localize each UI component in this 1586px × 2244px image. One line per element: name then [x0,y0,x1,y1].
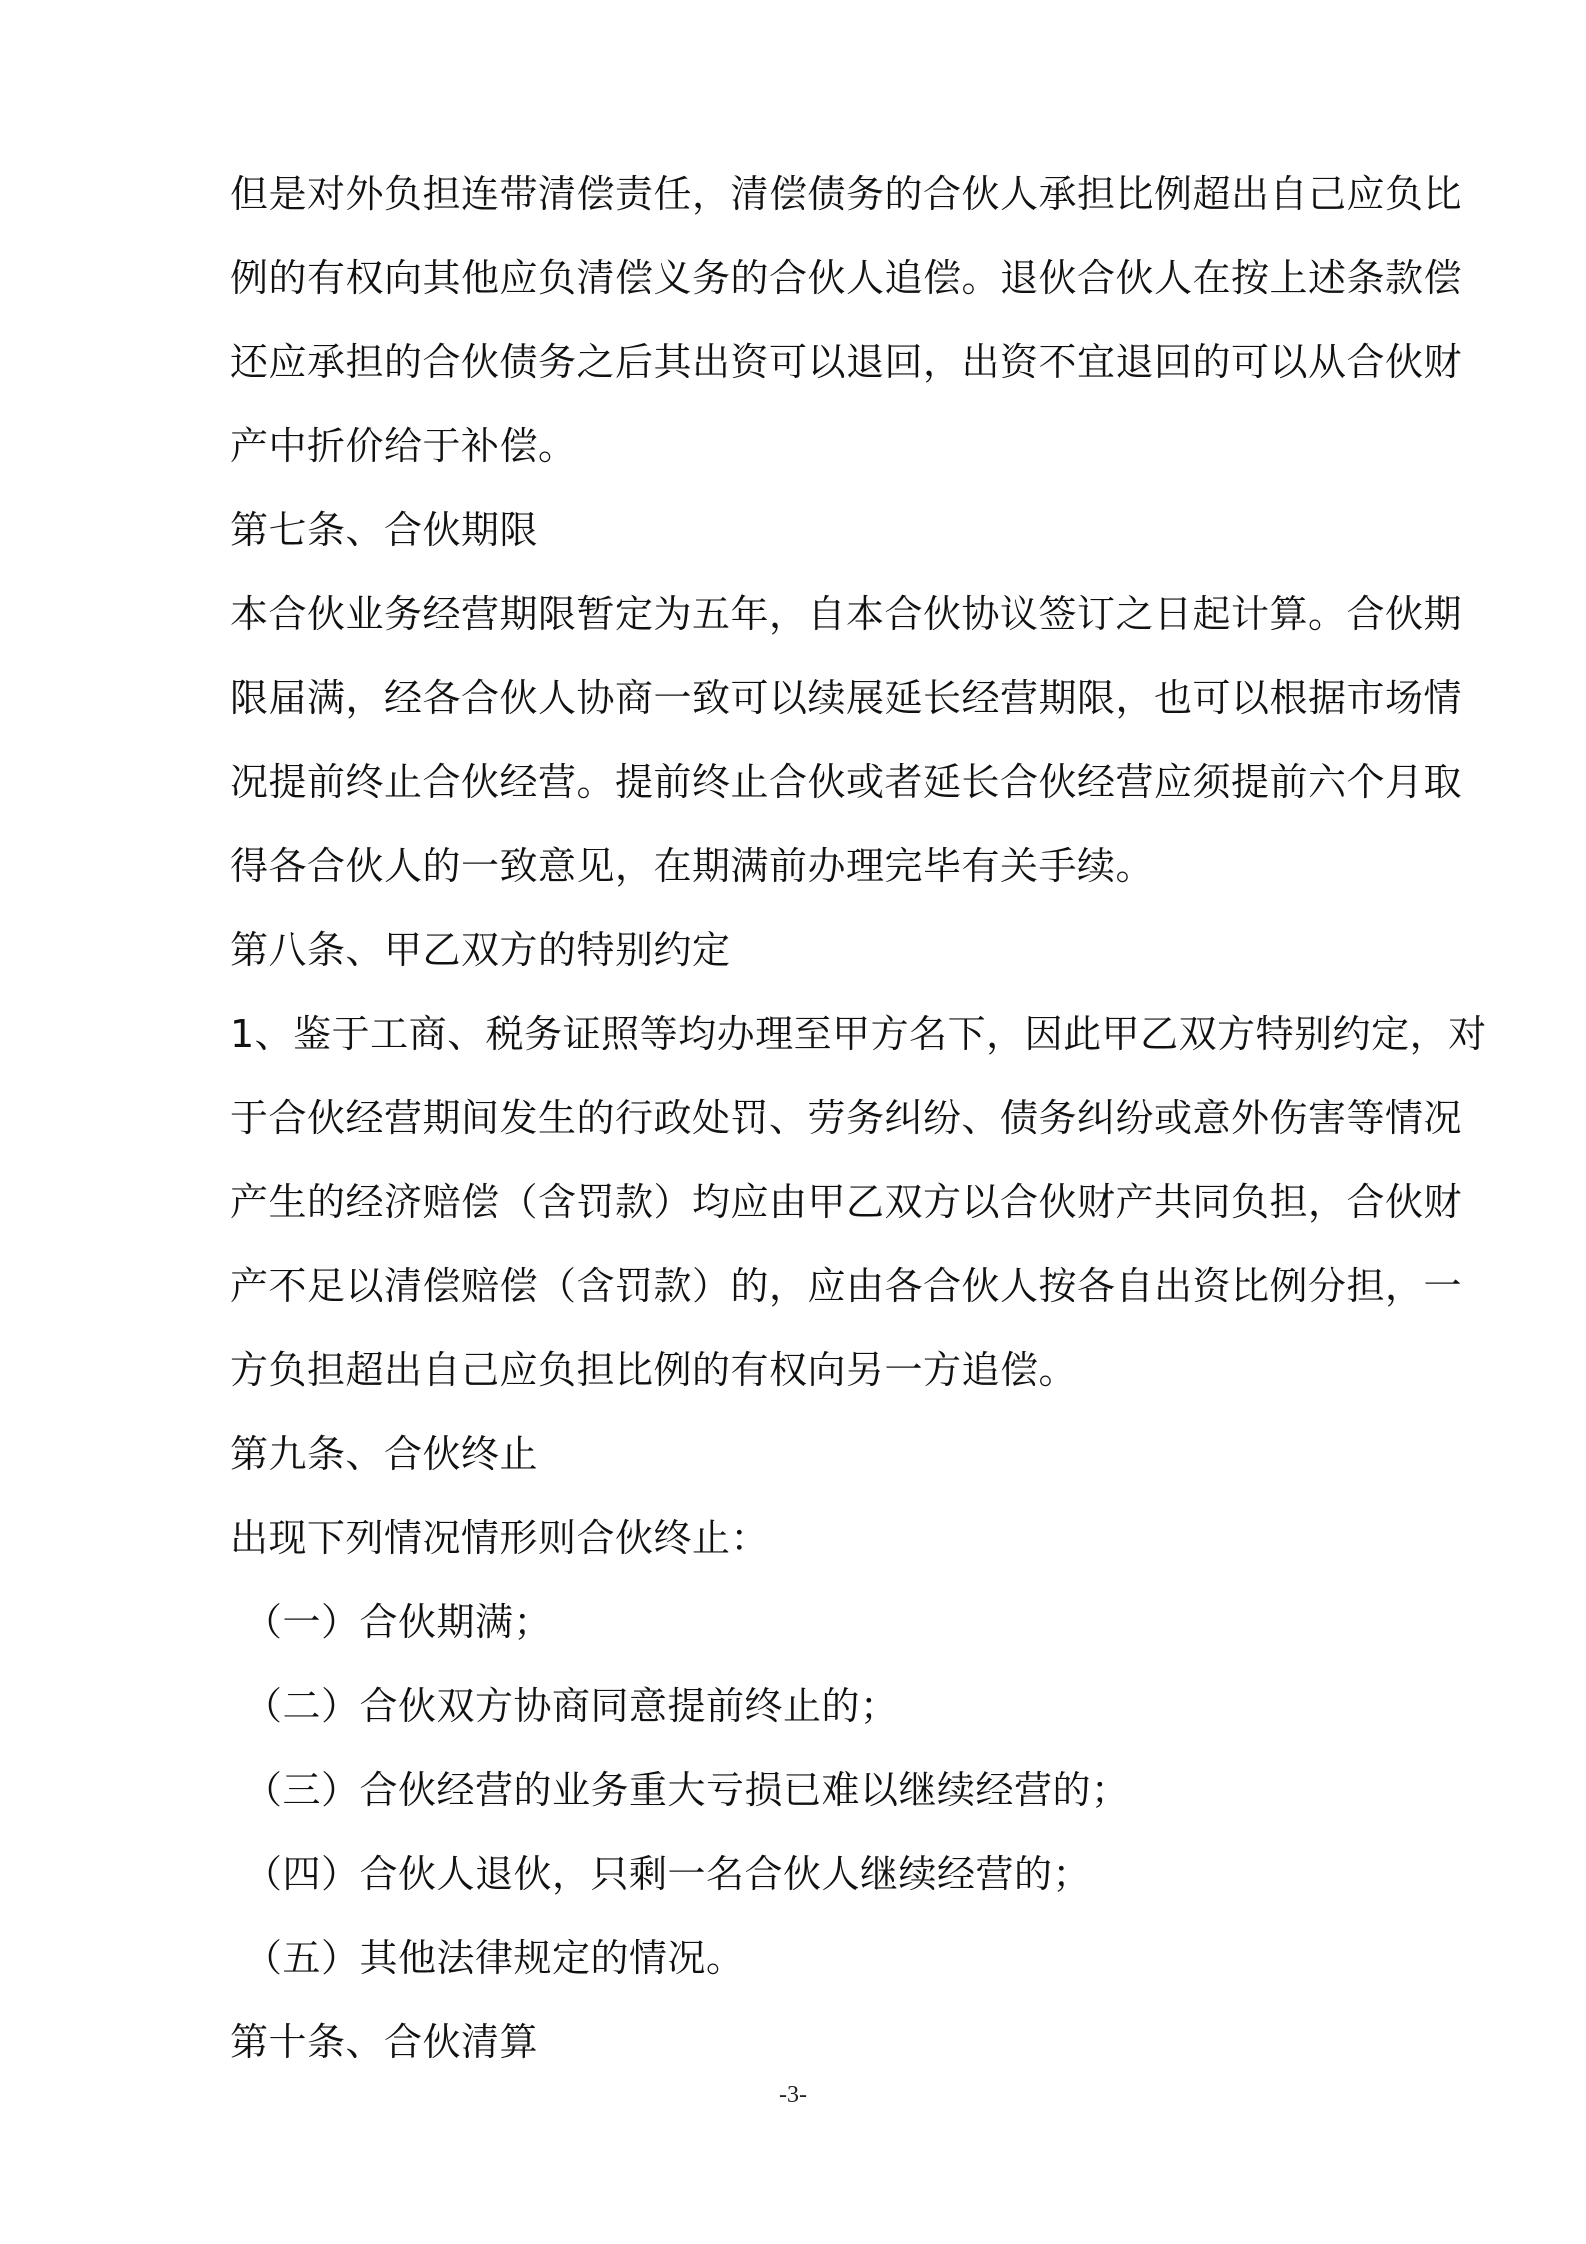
page-number: -3- [779,2082,807,2108]
paragraph-line: 但是对外负担连带清偿责任，清偿债务的合伙人承担比例超出自己应负比 [230,172,1463,216]
paragraph-line: 例的有权向其他应负清偿义务的合伙人追偿。退伙合伙人在按上述条款偿 [230,256,1463,300]
document-body [230,152,1487,2084]
section-heading-article-10: 第十条、合伙清算 [230,2020,539,2064]
list-item: （四）合伙人退伙，只剩一名合伙人继续经营的； [244,1852,1092,1896]
list-item: （一）合伙期满； [244,1600,553,1644]
list-item: （五）其他法律规定的情况。 [244,1936,745,1980]
paragraph-line: 出现下列情况情形则合伙终止： [230,1516,770,1560]
section-heading-article-9: 第九条、合伙终止 [230,1432,539,1476]
paragraph-line: 方负担超出自己应负担比例的有权向另一方追偿。 [230,1348,1078,1392]
section-heading-article-8: 第八条、甲乙双方的特别约定 [230,928,731,972]
paragraph-line: 产生的经济赔偿（含罚款）均应由甲乙双方以合伙财产共同负担，合伙财 [230,1180,1463,1224]
paragraph-line: 1、鉴于工商、税务证照等均办理至甲方名下，因此甲乙双方特别约定，对 [230,1012,1487,1056]
paragraph-line: 产中折价给于补偿。 [230,424,577,468]
paragraph-line: 还应承担的合伙债务之后其出资可以退回，出资不宜退回的可以从合伙财 [230,340,1463,384]
section-heading-article-7: 第七条、合伙期限 [230,508,539,552]
list-item: （二）合伙双方协商同意提前终止的； [244,1684,899,1728]
paragraph-line: 限届满，经各合伙人协商一致可以续展延长经营期限，也可以根据市场情 [230,676,1463,720]
paragraph-line: 得各合伙人的一致意见，在期满前办理完毕有关手续。 [230,844,1155,888]
paragraph-line: 本合伙业务经营期限暂定为五年，自本合伙协议签订之日起计算。合伙期 [230,592,1463,636]
paragraph-line: 况提前终止合伙经营。提前终止合伙或者延长合伙经营应须提前六个月取 [230,760,1463,804]
list-item: （三）合伙经营的业务重大亏损已难以继续经营的； [244,1768,1130,1812]
paragraph-line: 产不足以清偿赔偿（含罚款）的，应由各合伙人按各自出资比例分担，一 [230,1264,1463,1308]
paragraph-line: 于合伙经营期间发生的行政处罚、劳务纠纷、债务纠纷或意外伤害等情况 [230,1096,1463,1140]
